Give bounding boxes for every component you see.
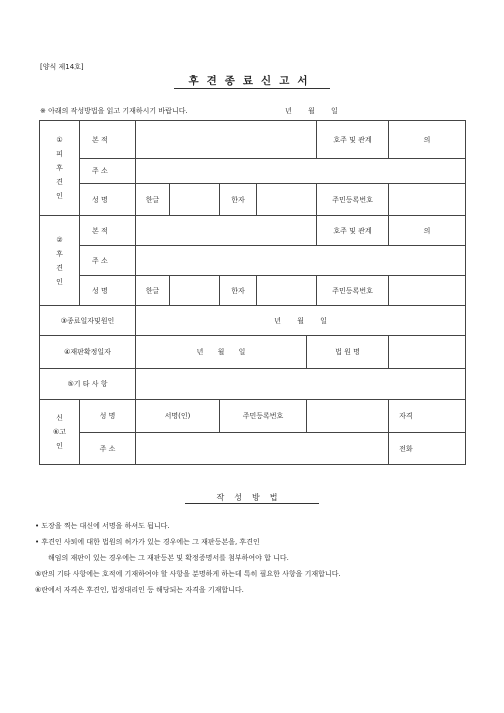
guardian-relation-field[interactable]: 의 (389, 216, 466, 246)
guardian-hanja-field[interactable] (257, 276, 317, 306)
reporter-resident-label: 주민등록번호 (220, 400, 307, 433)
guardian-resident-field[interactable] (389, 276, 466, 306)
ward-hanja-field[interactable] (257, 184, 317, 216)
ward-resident-label: 주민등록번호 (317, 184, 389, 216)
ward-address-field[interactable] (136, 159, 466, 184)
ward-registry-label: 본 적 (80, 121, 136, 159)
ward-address-label: 주 소 (80, 159, 136, 184)
ward-hangul-label: 한글 (136, 184, 170, 216)
reporter-address-field[interactable] (136, 433, 389, 465)
other-matters-label: ⑤기 타 사 항 (40, 369, 136, 400)
instruction-item: • 도장을 찍는 대신에 서명을 하셔도 됩니다. (35, 522, 170, 530)
court-name-label: 법 원 명 (307, 336, 389, 369)
reporter-qualification-cell[interactable]: 자격 (389, 400, 466, 433)
instruction-item: • 후견인 사퇴에 대한 법원의 허가가 있는 경우에는 그 재판등본을, 후견인 (35, 538, 260, 546)
trial-date-field[interactable]: 년 월 일 (136, 336, 307, 369)
guardian-resident-label: 주민등록번호 (317, 276, 389, 306)
reporter-section-header: 신 ⑥고 인 (40, 400, 80, 465)
instruction-item: ⑥란에서 자격은 후견인, 법정대리인 등 해당되는 자격을 기재합니다. (35, 586, 244, 594)
instruction-item: 해임의 재판이 있는 경우에는 그 재판등본 및 확정증명서를 첨부하여야 합 니다. (48, 554, 289, 562)
method-underline (185, 503, 319, 504)
report-date: 년 월 일 (285, 107, 338, 115)
reporter-name-label: 성 명 (80, 400, 136, 433)
ward-section-header: ① 피 후 견 인 (40, 121, 80, 216)
reporter-resident-field[interactable] (307, 400, 389, 433)
termination-date-field[interactable]: 년 월 일 (136, 306, 466, 336)
trial-date-label: ④재판확정일자 (40, 336, 136, 369)
reporter-signature-field[interactable]: 서명(인) (136, 400, 220, 433)
ward-resident-field[interactable] (389, 184, 466, 216)
guardian-name-label: 성 명 (80, 276, 136, 306)
guardian-registry-label: 본 적 (80, 216, 136, 246)
title-underline (174, 88, 330, 89)
reporter-phone-cell[interactable]: 전화 (389, 433, 466, 465)
court-name-field[interactable] (389, 336, 466, 369)
ward-hanja-label: 한자 (220, 184, 257, 216)
guardian-hangul-field[interactable] (170, 276, 220, 306)
other-matters-field[interactable] (136, 369, 466, 400)
ward-registry-field[interactable] (136, 121, 317, 159)
form-number: [양식 제14호] (40, 63, 84, 71)
guardian-hanja-label: 한자 (220, 276, 257, 306)
guardian-address-label: 주 소 (80, 246, 136, 276)
guardian-address-field[interactable] (136, 246, 466, 276)
method-title: 작성방법 (216, 493, 288, 502)
ward-relation-label: 호주 및 관계 (317, 121, 389, 159)
termination-label: ③종료일자및원인 (40, 306, 136, 336)
ward-hangul-field[interactable] (170, 184, 220, 216)
ward-relation-field[interactable]: 의 (389, 121, 466, 159)
reporter-address-label: 주 소 (80, 433, 136, 465)
guardian-relation-label: 호주 및 관계 (317, 216, 389, 246)
guardian-registry-field[interactable] (136, 216, 317, 246)
report-form-table (39, 120, 466, 465)
instruction-item: ⑤란의 기타 사항에는 호적에 기재하여야 할 사항을 분명하게 하는데 특히 필요한 사항을 기재합니다. (35, 570, 341, 578)
page-title: 후견종료신고서 (188, 75, 316, 87)
guardian-section-header: ② 후 견 인 (40, 216, 80, 306)
guardian-hangul-label: 한글 (136, 276, 170, 306)
notice-text: ※ 아래의 작성방법을 읽고 기재하시기 바랍니다. (40, 107, 188, 115)
ward-name-label: 성 명 (80, 184, 136, 216)
